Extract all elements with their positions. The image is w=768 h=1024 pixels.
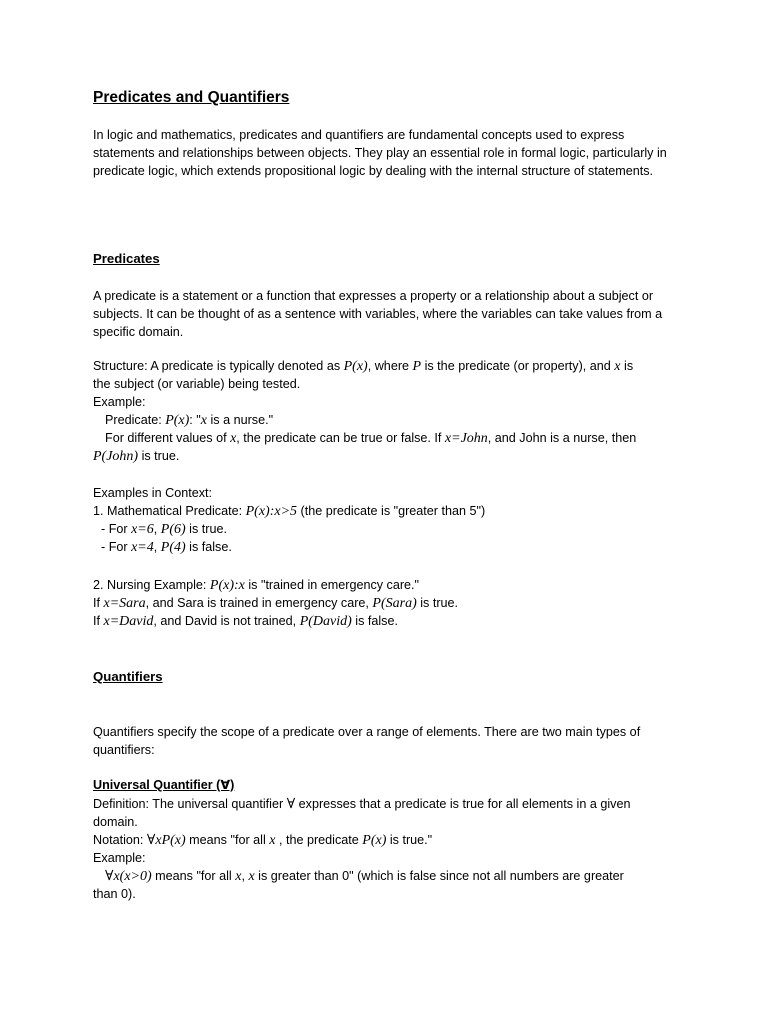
math-expression: x [614,359,621,374]
math-expression: P(4) [160,540,186,555]
forall-symbol: ∀ [286,797,296,812]
math-expression: P(David) [299,614,352,629]
universal-definition: Definition: The universal quantifier ∀ expresses that a predicate is true for all elements in a given [93,797,631,812]
predicates-heading: Predicates [93,251,160,266]
predicate-definition: A predicate is a statement or a function that expresses a property or a relationship about a subject or subjects. It can be thought of as a sentence with variables, where the variables can take values from a specific domain. [93,289,663,339]
math-expression: P(x) [343,359,368,374]
example-different-values: For different values of x, the predicate can be true or false. If x=John, and John is a nurse, then [105,431,637,446]
example-label: Example: [93,395,146,409]
universal-example: ∀x(x>0) means "for all x, x is greater than 0" (which is false since not all numbers are greater [105,869,624,884]
math-expression: x [269,833,276,848]
example-david: If x=David, and David is not trained, P(David) is false. [93,614,398,629]
math-expression: P(x):x [209,578,245,593]
math-expression: P(John) [93,449,139,464]
universal-quantifier-heading: Universal Quantifier (∀) [93,778,235,792]
universal-notation: Notation: ∀xP(x) means "for all x , the predicate P(x) is true." [93,833,433,848]
predicate-structure: Structure: A predicate is typically denoted as P(x), where P is the predicate (or property), and x is the subject (or variable) being tested. Example: Predicate: P(x): "x is a nurse." For different values of x, the predicate can be true or false. If x=John, and John is a nurse, then P(John) is true. [93,357,673,465]
context-label: Examples in Context: [93,486,212,500]
example-label: Example: [93,851,146,865]
math-expression: x [248,869,255,884]
nursing-example: 2. Nursing Example: P(x):x is "trained in emergency care." If x=Sara, and Sara is trained in emergency care, P(Sara) is true. If x=David, and David is not trained, P(David) is false. [93,576,673,630]
math-expression: x=4 [131,540,154,555]
math-expression: P(x) [165,413,190,428]
intro-paragraph: In logic and mathematics, predicates and quantifiers are fundamental concepts used to express statements and relationships between objects. They play an essential role in formal logic, particularly in predicate logic, which extends propositional logic by dealing with the internal structure of statements. [93,128,667,178]
math-expression: P(6) [160,522,186,537]
math-expression: x=Sara [103,596,146,611]
example-x-4: - For x=4, P(4) is false. [101,540,232,555]
examples-in-context [93,484,673,556]
quantifiers-intro: Quantifiers specify the scope of a predicate over a range of elements. There are two main types of quantifiers: [93,725,641,757]
math-expression: ∀x(x>0) [105,869,152,884]
document-title: Predicates and Quantifiers [93,89,290,106]
math-expression: P [412,359,422,374]
quantifiers-heading: Quantifiers [93,669,163,684]
example-predicate: Predicate: P(x): "x is a nurse." [105,413,274,428]
math-expression: ∀xP(x) [146,833,186,848]
math-expression: x [235,869,242,884]
math-expression: x=John [444,431,488,446]
math-expression: x [230,431,237,446]
math-expression: P(Sara) [372,596,417,611]
universal-quantifier-body: Definition: The universal quantifier ∀ expresses that a predicate is true for all elements in a given domain. Notation: ∀xP(x) means "for all x , the predicate P(x) is true." Example: ∀x(x>0) means "for all x, x is greater than 0" (which is false since not all numbers are greater than 0). [93,795,673,903]
math-expression: P(x) [362,833,387,848]
example-x-6: - For x=6, P(6) is true. [101,522,227,537]
example-sara: If x=Sara, and Sara is trained in emergency care, P(Sara) is true. [93,596,459,611]
mathematical-predicate: 1. Mathematical Predicate: P(x):x>5 (the predicate is "greater than 5") [93,504,486,519]
math-expression: x=David [103,614,154,629]
math-expression: P(x):x>5 [245,504,298,519]
math-expression: x [200,413,207,428]
math-expression: x=6 [131,522,154,537]
